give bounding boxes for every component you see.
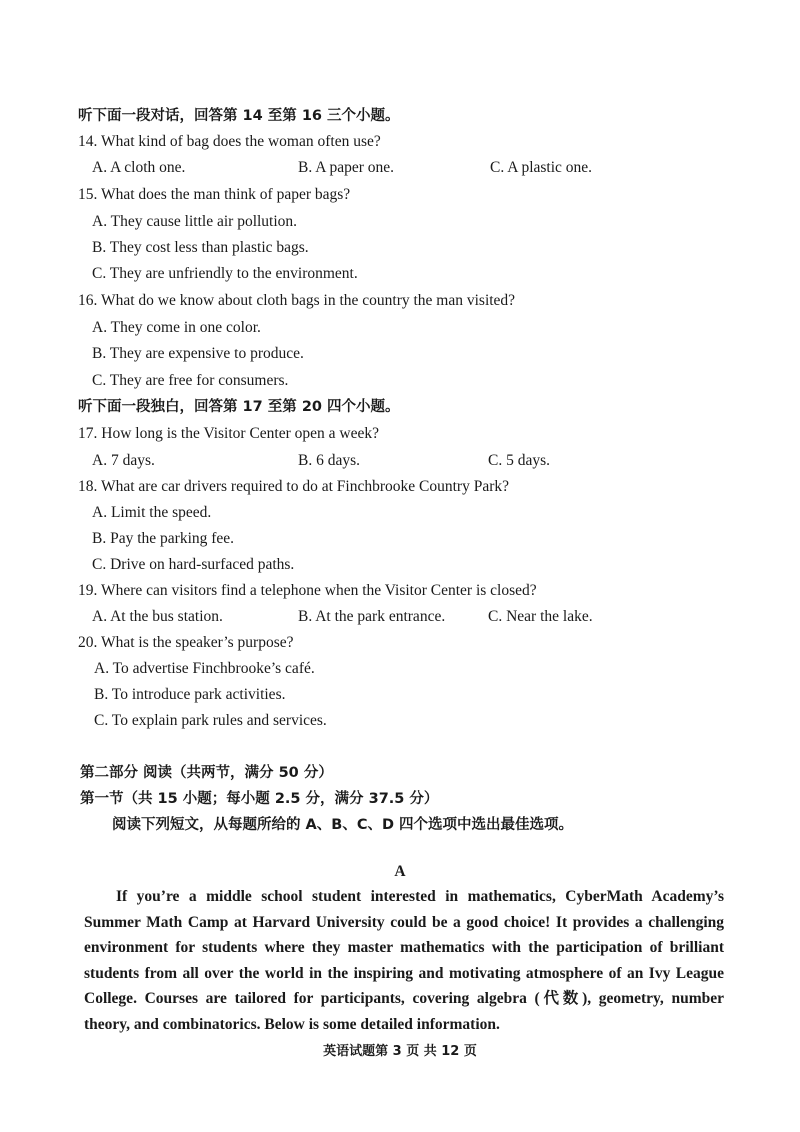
q15-option-c: C. They are unfriendly to the environment. [92, 265, 358, 282]
passage-a-text: If you’re a middle school student interested in mathematics, CyberMath Academy’s Summer Math Camp at Harvard University could be a good choice! It provides a challenging environment for students where they master mathematics with the participation of brilliant students from all over the world in the inspiring and motivating atmosphere of an Ivy League College. Courses are tailored for participants, covering algebra (代数), geometry, number theory, and combinatorics. Below is some detailed information. [84, 888, 724, 1033]
q19-option-a: A. At the bus station. [92, 608, 223, 625]
question-20-stem: 20. What is the speaker’s purpose? [78, 634, 294, 651]
q14-option-b: B. A paper one. [298, 159, 394, 176]
q20-option-c: C. To explain park rules and services. [94, 712, 327, 729]
q17-option-a: A. 7 days. [92, 452, 155, 469]
reading-section-title: 第一节（共 15 小题；每小题 2.5 分，满分 37.5 分） [80, 791, 439, 807]
question-17-stem: 17. How long is the Visitor Center open a week? [78, 425, 379, 442]
q20-option-b: B. To introduce park activities. [94, 686, 286, 703]
q18-option-a: A. Limit the speed. [92, 504, 212, 521]
q17-option-c: C. 5 days. [488, 452, 550, 469]
question-14-stem: 14. What kind of bag does the woman often use? [78, 133, 381, 150]
question-19-stem: 19. Where can visitors find a telephone when the Visitor Center is closed? [78, 582, 537, 599]
question-15-stem: 15. What does the man think of paper bags? [78, 186, 351, 203]
q16-option-b: B. They are expensive to produce. [92, 345, 304, 362]
q14-option-c: C. A plastic one. [490, 159, 593, 176]
question-18-stem: 18. What are car drivers required to do at Finchbrooke Country Park? [78, 478, 509, 495]
q18-option-b: B. Pay the parking fee. [92, 530, 235, 547]
q18-option-c: C. Drive on hard-surfaced paths. [92, 556, 295, 573]
q19-option-b: B. At the park entrance. [298, 608, 446, 625]
q15-option-b: B. They cost less than plastic bags. [92, 239, 309, 256]
q16-option-c: C. They are free for consumers. [92, 372, 289, 389]
q16-option-a: A. They come in one color. [92, 319, 261, 336]
q15-option-a: A. They cause little air pollution. [92, 213, 298, 230]
reading-instruction: 阅读下列短文，从每题所给的 A、B、C、D 四个选项中选出最佳选项。 [112, 817, 574, 833]
q14-option-a: A. A cloth one. [92, 159, 186, 176]
q20-option-a: A. To advertise Finchbrooke’s café. [94, 660, 315, 677]
reading-part-title: 第二部分 阅读（共两节，满分 50 分） [80, 765, 333, 781]
dialogue-instruction: 听下面一段对话，回答第 14 至第 16 三个小题。 [78, 108, 400, 124]
page-footer: 英语试题第 3 页 共 12 页 [323, 1044, 477, 1059]
passage-label: A [394, 863, 406, 880]
q17-option-b: B. 6 days. [298, 452, 360, 469]
monologue-instruction: 听下面一段独白，回答第 17 至第 20 四个小题。 [78, 399, 400, 415]
question-16-stem: 16. What do we know about cloth bags in the country the man visited? [78, 292, 516, 309]
q19-option-c: C. Near the lake. [488, 608, 593, 625]
